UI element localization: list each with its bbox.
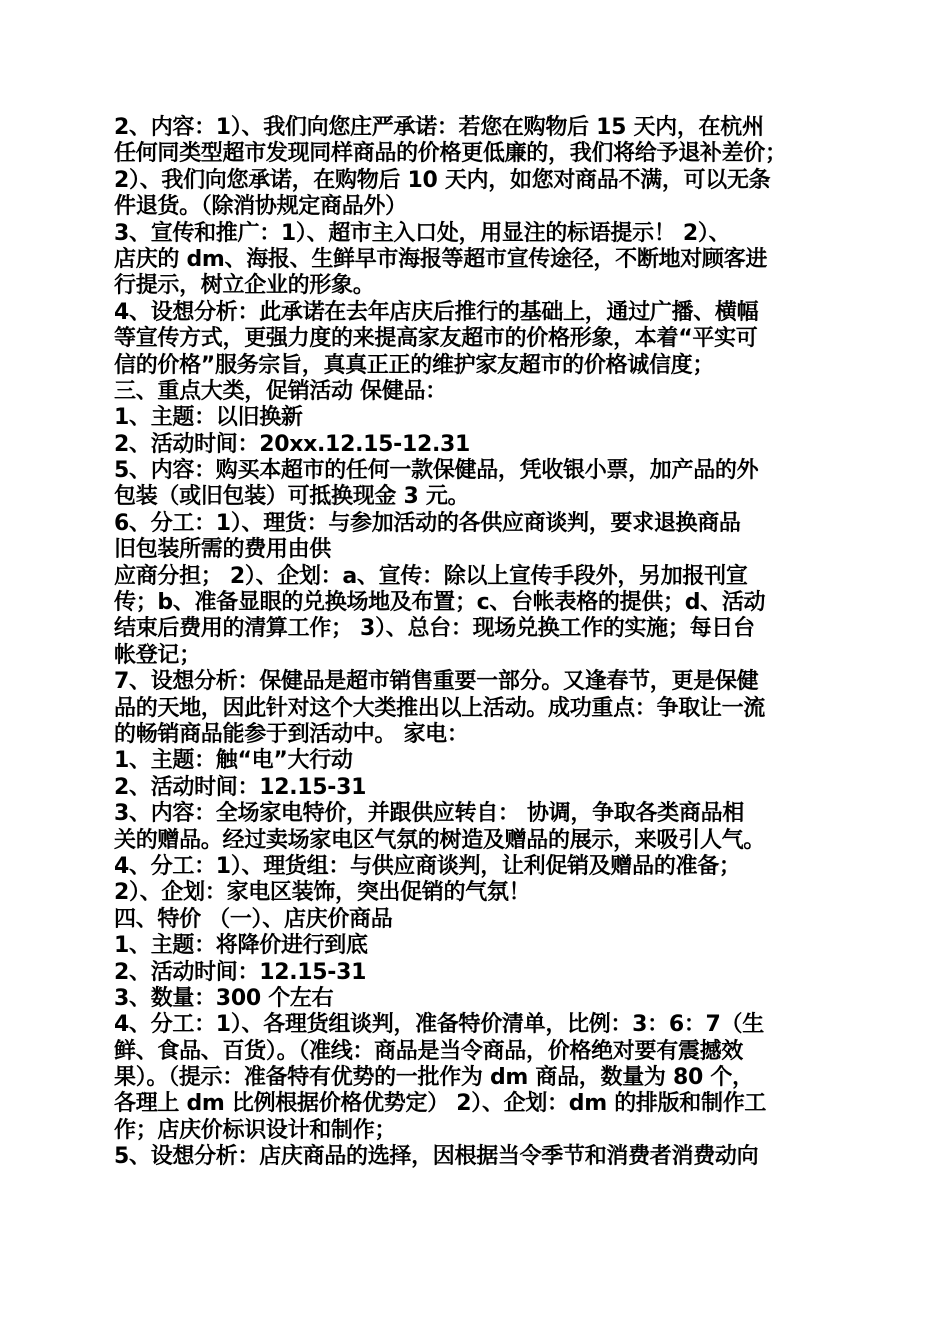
text-line: 应商分担； 2）、企划：a、宣传：除以上宣传手段外，另加报刊宣: [114, 563, 748, 589]
text-line: 7、设想分析：保健品是超市销售重要一部分。又逢春节，更是保健: [114, 669, 759, 695]
text-line: 4、分工：1）、各理货组谈判，准备特价清单，比例：3：6：7（生: [114, 1012, 764, 1038]
text-line: 品的天地，因此针对这个大类推出以上活动。成功重点：争取让一流: [114, 695, 766, 721]
text-line: 鲜、食品、百货）。（准线：商品是当令商品，价格绝对要有震撼效: [114, 1038, 744, 1064]
text-line: 2、活动时间：20xx.12.15-12.31: [114, 431, 471, 457]
text-line: 2、活动时间：12.15-31: [114, 774, 367, 800]
text-line: 6、分工：1）、理货：与参加活动的各供应商谈判，要求退换商品: [114, 510, 741, 536]
document-body: [114, 115, 840, 1171]
text-line: 包装（或旧包装）可抵换现金 3 元。: [114, 484, 470, 510]
text-line: 2）、我们向您承诺，在购物后 10 天内，如您对商品不满，可以无条: [114, 167, 771, 193]
text-line: 行提示，树立企业的形象。: [114, 273, 375, 299]
text-line: 3、宣传和推广：1）、超市主入口处，用显注的标语提示！ 2）、: [114, 220, 731, 246]
text-line: 1、主题：触“电”大行动: [114, 748, 353, 774]
text-line: 四、特价 （一）、店庆价商品: [114, 906, 393, 932]
text-line: 2、内容：1）、我们向您庄严承诺：若您在购物后 15 天内，在杭州: [114, 115, 764, 140]
text-line: 3、数量：300 个左右: [114, 985, 334, 1011]
text-line: 旧包装所需的费用由供: [114, 537, 332, 563]
text-line: 5、内容：购买本超市的任何一款保健品，凭收银小票，加产品的外: [114, 458, 759, 484]
text-line: 2）、企划：家电区装饰，突出促销的气氛！: [114, 880, 531, 906]
text-line: 果）。（提示：准备特有优势的一批作为 dm 商品，数量为 80 个，: [114, 1065, 754, 1091]
text-line: 三、重点大类，促销活动 保健品：: [114, 378, 447, 404]
text-line: 店庆的 dm、海报、生鲜早市海报等超市宣传途径，不断地对顾客进: [114, 246, 768, 272]
text-line: 2、活动时间：12.15-31: [114, 959, 367, 985]
text-line: 结束后费用的清算工作； 3）、总台：现场兑换工作的实施；每日台: [114, 616, 755, 642]
text-line: 5、设想分析：店庆商品的选择，因根据当令季节和消费者消费动向: [114, 1144, 759, 1170]
text-line: 任何同类型超市发现同样商品的价格更低廉的，我们将给予退补差价；: [114, 141, 787, 167]
text-line: 关的赠品。经过卖场家电区气氛的树造及赠品的展示，来吸引人气。: [114, 827, 766, 853]
text-line: 作；店庆价标识设计和制作；: [114, 1117, 397, 1143]
text-line: 1、主题：将降价进行到底: [114, 933, 368, 959]
text-line: 各理上 dm 比例根据价格优势定） 2）、企划：dm 的排版和制作工: [114, 1091, 767, 1117]
text-line: 3、内容：全场家电特价，并跟供应转自： 协调，争取各类商品相: [114, 801, 744, 827]
text-line: 帐登记；: [114, 642, 201, 668]
text-line: 4、设想分析：此承诺在去年店庆后推行的基础上，通过广播、横幅: [114, 299, 759, 325]
text-line: 1、主题：以旧换新: [114, 405, 303, 431]
text-line: 4、分工：1）、理货组：与供应商谈判，让利促销及赠品的准备；: [114, 853, 741, 879]
text-line: 等宣传方式，更强力度的来提高家友超市的价格形象，本着“平实可: [114, 326, 758, 352]
text-line: 的畅销商品能参于到活动中。 家电：: [114, 721, 469, 747]
text-line: 件退货。（除消协规定商品外）: [114, 194, 407, 220]
text-line: 传；b、准备显眼的兑换场地及布置；c、台帐表格的提供；d、活动: [114, 590, 766, 616]
text-line: 信的价格”服务宗旨，真真正正的维护家友超市的价格诚信度；: [114, 352, 715, 378]
